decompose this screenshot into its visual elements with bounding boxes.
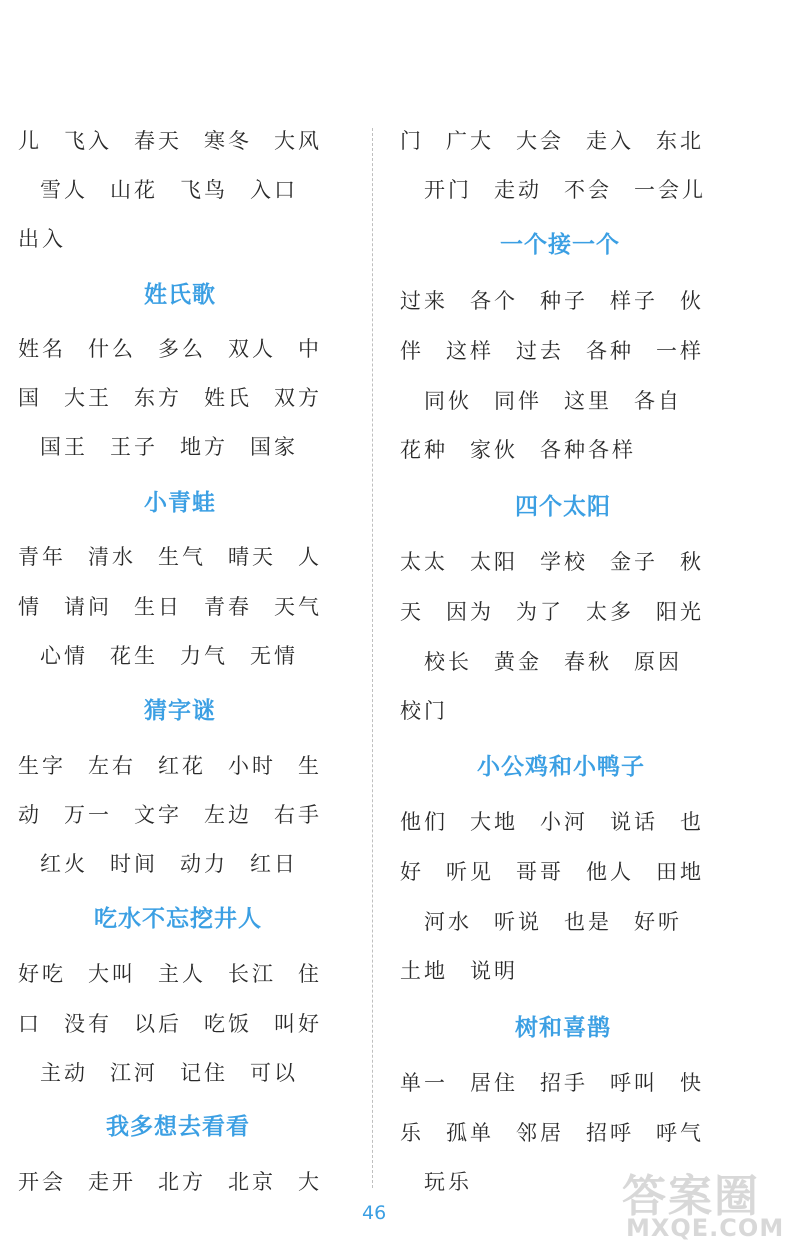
vocab-word: 为了 xyxy=(516,600,564,624)
vocab-word: 广大 xyxy=(446,129,494,153)
vocab-word: 开门 xyxy=(424,178,472,202)
word-line xyxy=(18,126,322,156)
vocab-word: 双方 xyxy=(274,386,322,410)
vocab-word: 出入 xyxy=(18,227,66,251)
vocab-word: 一样 xyxy=(656,339,704,363)
vocab-word: 河水 xyxy=(424,910,472,934)
word-line xyxy=(400,807,704,837)
word-line xyxy=(424,907,682,937)
vocab-word: 校门 xyxy=(400,699,448,723)
vocab-word: 听说 xyxy=(494,910,542,934)
vocab-word: 生 xyxy=(298,754,322,778)
word-line xyxy=(18,959,322,989)
right-column xyxy=(395,0,755,1252)
vocab-word: 黄金 xyxy=(494,650,542,674)
vocab-word: 文字 xyxy=(134,803,182,827)
vocab-word: 记住 xyxy=(180,1061,228,1085)
word-line xyxy=(18,751,322,781)
vocab-word: 呼叫 xyxy=(610,1071,658,1095)
vocab-word: 大王 xyxy=(64,386,112,410)
section-title: 我多想去看看 xyxy=(106,1114,250,1140)
vocab-word: 北方 xyxy=(158,1170,206,1194)
word-line xyxy=(18,383,322,413)
vocab-word: 生字 xyxy=(18,754,66,778)
vocab-word: 大地 xyxy=(470,810,518,834)
vocab-word: 力气 xyxy=(180,644,228,668)
vocab-word: 走开 xyxy=(88,1170,136,1194)
section-title: 姓氏歌 xyxy=(144,282,216,308)
watermark-url: MXQE.COM xyxy=(626,1214,785,1242)
word-line xyxy=(40,175,298,205)
vocab-word: 门 xyxy=(400,129,424,153)
vocab-word: 孤单 xyxy=(446,1121,494,1145)
vocab-word: 地方 xyxy=(180,435,228,459)
vocab-word: 人 xyxy=(298,545,322,569)
section-title: 四个太阳 xyxy=(515,494,611,520)
vocab-word: 什么 xyxy=(88,337,136,361)
vocab-word: 双人 xyxy=(228,337,276,361)
vocab-word: 招呼 xyxy=(586,1121,634,1145)
word-line xyxy=(18,592,322,622)
vocab-word: 花种 xyxy=(400,438,448,462)
vocab-word: 太多 xyxy=(586,600,634,624)
vocab-word: 天 xyxy=(400,600,424,624)
column-divider xyxy=(372,128,373,1188)
word-line xyxy=(400,336,704,366)
watermark-text: 答案圈 xyxy=(622,1171,760,1222)
word-line xyxy=(400,1118,704,1148)
section-title: 小青蛙 xyxy=(144,490,216,516)
word-line xyxy=(400,956,518,986)
vocab-word: 动 xyxy=(18,803,42,827)
vocab-word: 右手 xyxy=(274,803,322,827)
vocab-word: 没有 xyxy=(64,1012,112,1036)
section-title: 树和喜鹊 xyxy=(515,1015,611,1041)
word-line xyxy=(424,1167,472,1197)
vocab-word: 也 xyxy=(680,810,704,834)
section-title: 猜字谜 xyxy=(144,698,216,724)
word-line xyxy=(40,432,298,462)
vocab-word: 飞入 xyxy=(64,129,112,153)
vocab-word: 也是 xyxy=(564,910,612,934)
vocab-word: 伴 xyxy=(400,339,424,363)
vocab-word: 一会儿 xyxy=(634,178,706,202)
vocab-word: 各种 xyxy=(586,339,634,363)
vocab-word: 儿 xyxy=(18,129,42,153)
vocab-word: 田地 xyxy=(656,860,704,884)
vocab-word: 左右 xyxy=(88,754,136,778)
vocab-word: 花生 xyxy=(110,644,158,668)
vocab-word: 东方 xyxy=(134,386,182,410)
vocab-word: 说明 xyxy=(470,959,518,983)
vocab-word: 好听 xyxy=(634,910,682,934)
vocab-word: 主人 xyxy=(158,962,206,986)
section-title: 吃水不忘挖井人 xyxy=(94,906,262,932)
vocab-word: 情 xyxy=(18,595,42,619)
vocab-word: 过来 xyxy=(400,289,448,313)
vocab-word: 飞鸟 xyxy=(180,178,228,202)
vocab-word: 姓名 xyxy=(18,337,66,361)
vocab-word: 各个 xyxy=(470,289,518,313)
word-line xyxy=(424,175,706,205)
word-line xyxy=(400,1068,704,1098)
vocab-word: 这里 xyxy=(564,389,612,413)
vocab-word: 阳光 xyxy=(656,600,704,624)
vocab-word: 土地 xyxy=(400,959,448,983)
vocab-word: 家伙 xyxy=(470,438,518,462)
vocab-word: 长江 xyxy=(228,962,276,986)
word-line xyxy=(400,126,704,156)
word-line xyxy=(40,641,298,671)
word-line xyxy=(400,597,704,627)
vocab-word: 大叫 xyxy=(88,962,136,986)
watermark-logo xyxy=(618,1160,790,1246)
vocab-word: 玩乐 xyxy=(424,1170,472,1194)
vocab-word: 万一 xyxy=(64,803,112,827)
vocab-word: 可以 xyxy=(250,1061,298,1085)
word-line xyxy=(18,1009,322,1039)
word-line xyxy=(40,849,298,879)
vocab-word: 山花 xyxy=(110,178,158,202)
vocab-word: 不会 xyxy=(564,178,612,202)
vocab-word: 叫好 xyxy=(274,1012,322,1036)
vocab-word: 主动 xyxy=(40,1061,88,1085)
vocab-word: 时间 xyxy=(110,852,158,876)
vocab-word: 快 xyxy=(680,1071,704,1095)
vocab-word: 过去 xyxy=(516,339,564,363)
vocab-word: 同伴 xyxy=(494,389,542,413)
vocab-word: 晴天 xyxy=(228,545,276,569)
word-line xyxy=(424,386,682,416)
vocab-word: 开会 xyxy=(18,1170,66,1194)
vocab-word: 他人 xyxy=(586,860,634,884)
vocab-word: 同伙 xyxy=(424,389,472,413)
vocab-word: 寒冬 xyxy=(204,129,252,153)
vocab-word: 江河 xyxy=(110,1061,158,1085)
vocab-word: 国家 xyxy=(250,435,298,459)
vocab-word: 秋 xyxy=(680,550,704,574)
vocab-word: 单一 xyxy=(400,1071,448,1095)
vocab-word: 多么 xyxy=(158,337,206,361)
word-line xyxy=(424,647,682,677)
word-line xyxy=(18,1167,322,1197)
vocab-word: 吃饭 xyxy=(204,1012,252,1036)
vocab-word: 各自 xyxy=(634,389,682,413)
vocab-word: 走入 xyxy=(586,129,634,153)
word-line xyxy=(18,800,322,830)
vocab-word: 各种各样 xyxy=(540,438,636,462)
vocab-word: 红火 xyxy=(40,852,88,876)
vocab-word: 小时 xyxy=(228,754,276,778)
word-line xyxy=(400,547,704,577)
vocab-word: 小河 xyxy=(540,810,588,834)
section-title: 一个接一个 xyxy=(500,232,620,258)
vocab-word: 校长 xyxy=(424,650,472,674)
vocab-word: 这样 xyxy=(446,339,494,363)
vocab-word: 动力 xyxy=(180,852,228,876)
word-line xyxy=(400,435,636,465)
vocab-word: 种子 xyxy=(540,289,588,313)
vocab-word: 乐 xyxy=(400,1121,424,1145)
vocab-word: 生气 xyxy=(158,545,206,569)
vocab-word: 听见 xyxy=(446,860,494,884)
word-line xyxy=(18,542,322,572)
vocab-word: 左边 xyxy=(204,803,252,827)
vocab-word: 口 xyxy=(18,1012,42,1036)
vocab-word: 因为 xyxy=(446,600,494,624)
vocab-word: 天气 xyxy=(274,595,322,619)
vocab-word: 青春 xyxy=(204,595,252,619)
vocab-word: 太太 xyxy=(400,550,448,574)
word-line xyxy=(40,1058,298,1088)
left-column xyxy=(0,0,360,1252)
vocab-word: 北京 xyxy=(228,1170,276,1194)
vocab-word: 春天 xyxy=(134,129,182,153)
vocab-word: 红日 xyxy=(250,852,298,876)
vocab-word: 走动 xyxy=(494,178,542,202)
vocab-word: 邻居 xyxy=(516,1121,564,1145)
vocab-word: 学校 xyxy=(540,550,588,574)
vocab-word: 王子 xyxy=(110,435,158,459)
vocab-word: 原因 xyxy=(634,650,682,674)
word-line xyxy=(400,286,704,316)
vocab-word: 居住 xyxy=(470,1071,518,1095)
vocab-word: 招手 xyxy=(540,1071,588,1095)
vocab-word: 无情 xyxy=(250,644,298,668)
section-title: 小公鸡和小鸭子 xyxy=(477,754,645,780)
vocab-word: 大会 xyxy=(516,129,564,153)
vocab-word: 生日 xyxy=(134,595,182,619)
vocab-word: 雪人 xyxy=(40,178,88,202)
word-line xyxy=(400,857,704,887)
vocab-word: 以后 xyxy=(134,1012,182,1036)
page-number: 46 xyxy=(362,1202,387,1224)
vocab-word: 心情 xyxy=(40,644,88,668)
vocab-word: 金子 xyxy=(610,550,658,574)
vocab-word: 样子 xyxy=(610,289,658,313)
vocab-word: 请问 xyxy=(64,595,112,619)
word-line xyxy=(400,696,448,726)
vocab-word: 中 xyxy=(298,337,322,361)
vocab-word: 青年 xyxy=(18,545,66,569)
vocab-word: 伙 xyxy=(680,289,704,313)
vocab-word: 好吃 xyxy=(18,962,66,986)
vocab-word: 红花 xyxy=(158,754,206,778)
vocab-word: 入口 xyxy=(250,178,298,202)
vocab-word: 他们 xyxy=(400,810,448,834)
vocab-word: 国 xyxy=(18,386,42,410)
vocab-word: 大 xyxy=(298,1170,322,1194)
vocab-word: 大风 xyxy=(274,129,322,153)
vocab-word: 好 xyxy=(400,860,424,884)
word-line xyxy=(18,334,322,364)
vocab-word: 住 xyxy=(298,962,322,986)
vocab-word: 哥哥 xyxy=(516,860,564,884)
vocab-word: 姓氏 xyxy=(204,386,252,410)
vocab-word: 东北 xyxy=(656,129,704,153)
vocab-word: 国王 xyxy=(40,435,88,459)
vocab-word: 呼气 xyxy=(656,1121,704,1145)
vocab-word: 清水 xyxy=(88,545,136,569)
vocab-word: 说话 xyxy=(610,810,658,834)
vocab-word: 太阳 xyxy=(470,550,518,574)
vocab-word: 春秋 xyxy=(564,650,612,674)
word-line xyxy=(18,224,66,254)
